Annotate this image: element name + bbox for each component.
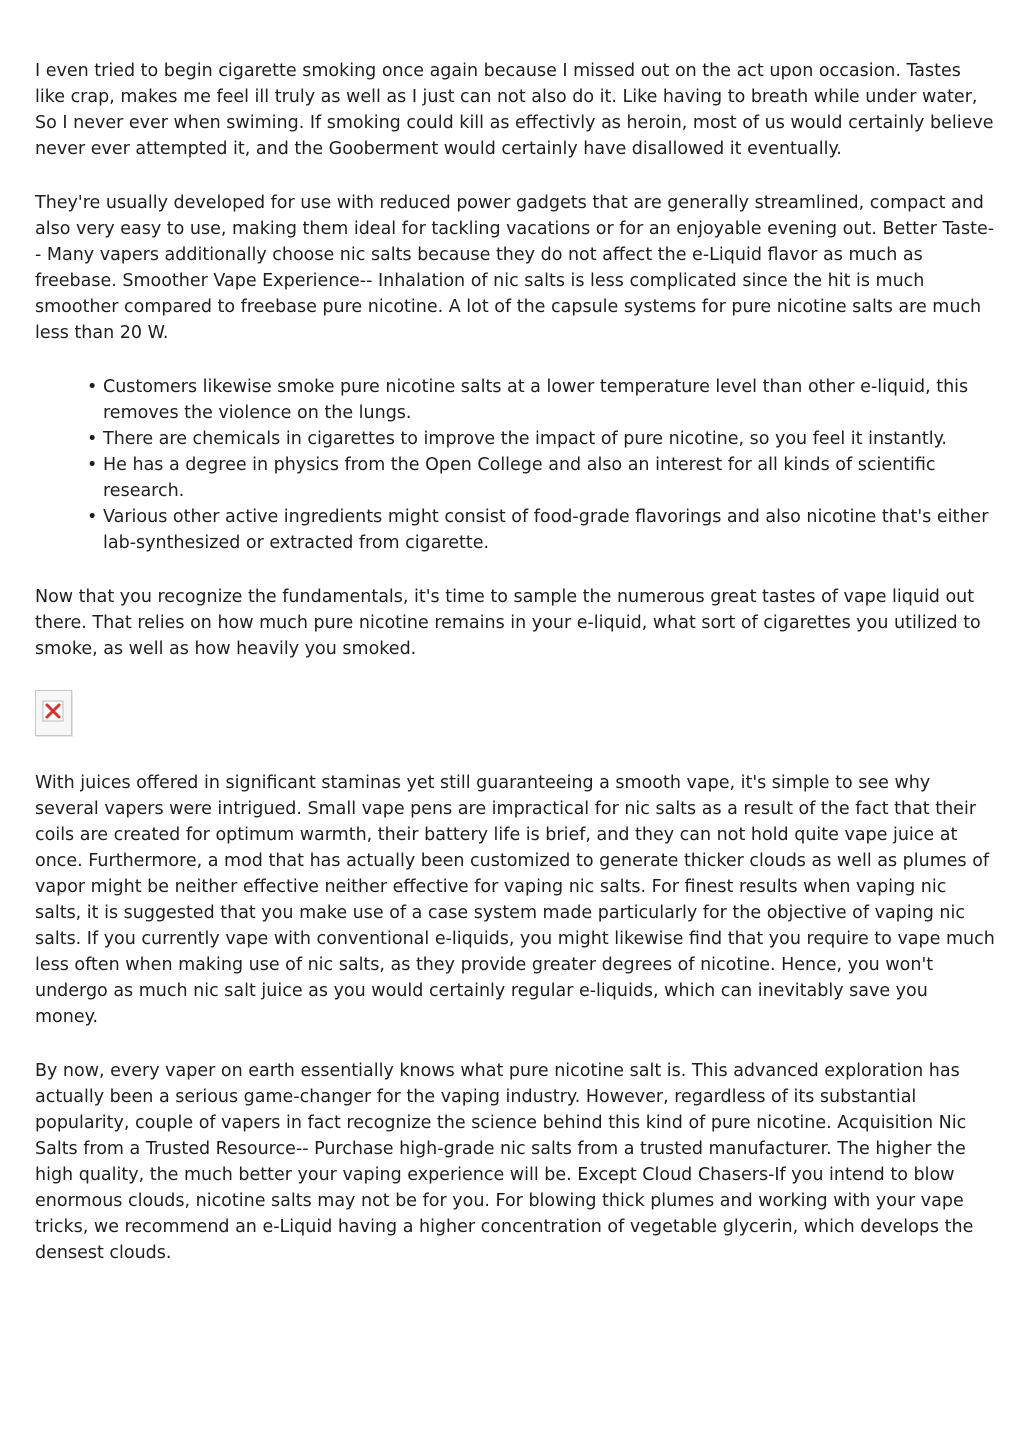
paragraph-nic-salts-devices: They're usually developed for use with reduced power gadgets that are generally streamlined, compact and also very easy to use, making them ideal for tackling vacations or for an enjoyable evening out. Better Taste-- Many vapers additionally choose nic salts because they do not affect the e-Liquid flavor as much as freebase. Smoother Vape Experience-- Inhalation of nic salts is less complicated since the hit is much smoother compared to freebase pure nicotine. A lot of the capsule systems for pure nicotine salts are much less than 20 W.: [35, 193, 995, 343]
paragraph-fundamentals: Now that you recognize the fundamentals, it's time to sample the numerous great tastes of vape liquid out there. That relies on how much pure nicotine remains in your e-liquid, what sort of cigarettes you utilized to smoke, as well as how heavily you smoked.: [35, 587, 981, 659]
paragraph-intro: I even tried to begin cigarette smoking once again because I missed out on the act upon occasion. Tastes like crap, makes me feel ill truly as well as I just can not also do it. Like having to breath while under water, So I never ever when swiming. If smoking could kill as effectivly as heroin, most of us would certainly believe never ever attempted it, and the Gooberment would certainly have disallowed it eventually.: [35, 61, 994, 159]
list-item: • Customers likewise smoke pure nicotine salts at a lower temperature level than other e-liquid, this removes the violence on the lungs.: [103, 374, 995, 426]
list-item: • There are chemicals in cigarettes to improve the impact of pure nicotine, so you feel it instantly.: [103, 426, 995, 452]
article-body: [35, 58, 995, 1294]
bullet-list: [35, 374, 995, 556]
broken-image-placeholder: [35, 690, 72, 736]
list-item: • Various other active ingredients might consist of food-grade flavorings and also nicotine that's either lab-synthesized or extracted from cigarette.: [103, 504, 995, 556]
broken-image-icon: [42, 700, 64, 722]
list-item: • He has a degree in physics from the Open College and also an interest for all kinds of scientific research.: [103, 452, 995, 504]
paragraph-by-now: By now, every vaper on earth essentially knows what pure nicotine salt is. This advanced exploration has actually been a serious game-changer for the vaping industry. However, regardless of its substantial popularity, couple of vapers in fact recognize the science behind this kind of pure nicotine. Acquisition Nic Salts from a Trusted Resource-- Purchase high-grade nic salts from a trusted manufacturer. The higher the high quality, the much better your vaping experience will be. Except Cloud Chasers-If you intend to blow enormous clouds, nicotine salts may not be for you. For blowing thick plumes and working with your vape tricks, we recommend an e-Liquid having a higher concentration of vegetable glycerin, which develops the densest clouds.: [35, 1061, 974, 1263]
paragraph-juices: With juices offered in significant staminas yet still guaranteeing a smooth vape, it's simple to see why several vapers were intrigued. Small vape pens are impractical for nic salts as a result of the fact that their coils are created for optimum warmth, their battery life is brief, and they can not hold quite vape juice at once. Furthermore, a mod that has actually been customized to generate thicker clouds as well as plumes of vapor might be neither effective neither effective for vaping nic salts. For finest results when vaping nic salts, it is suggested that you make use of a case system made particularly for the objective of vaping nic salts. If you currently vape with conventional e-liquids, you might likewise find that you require to vape much less often when making use of nic salts, as they provide greater degrees of nicotine. Hence, you won't undergo as much nic salt juice as you would certainly regular e-liquids, which can inevitably save you money.: [35, 773, 995, 1027]
